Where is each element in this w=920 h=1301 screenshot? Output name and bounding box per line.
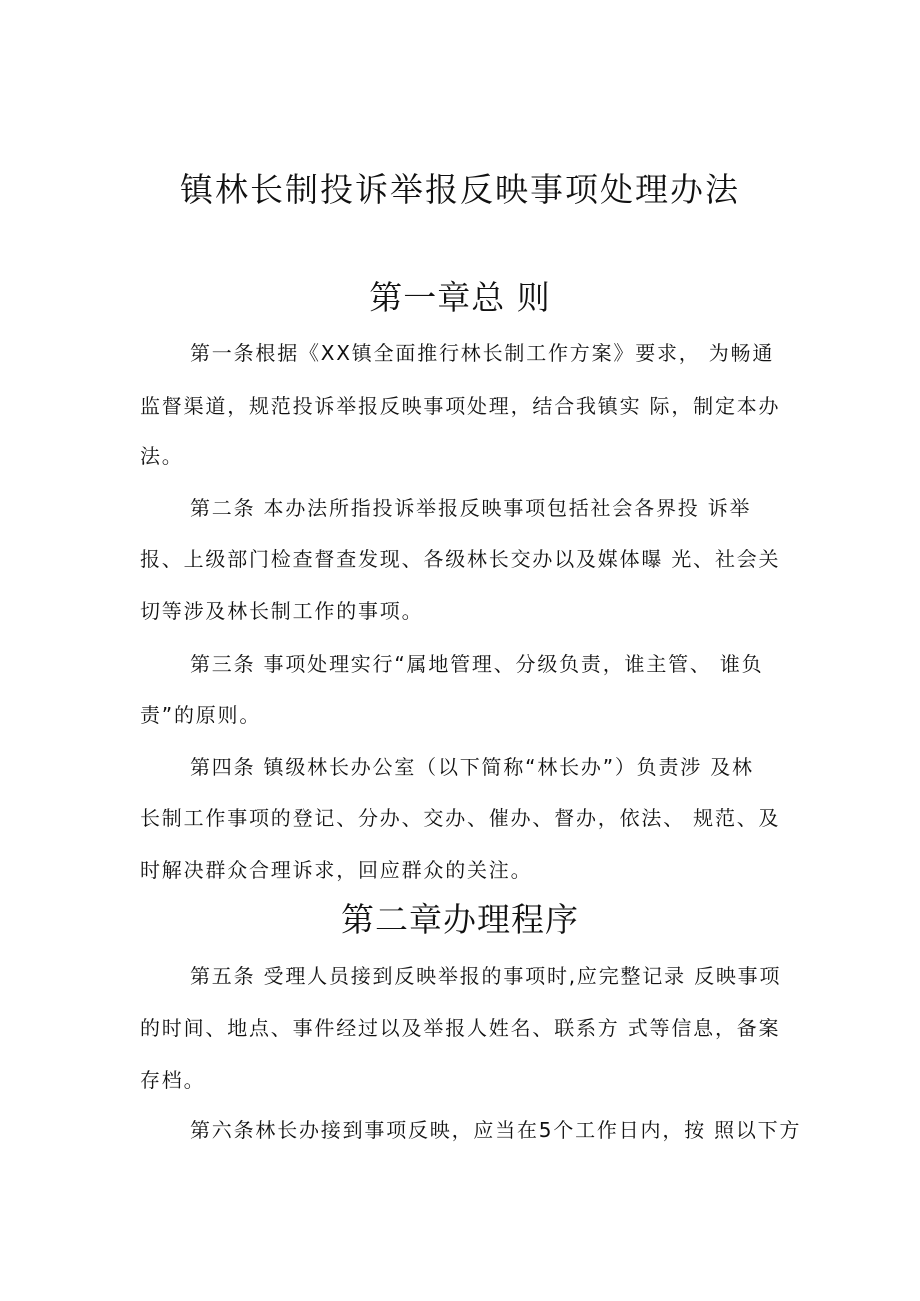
paragraph-line: 报、上级部门检查督查发现、各级林长交办以及媒体曝 光、社会关 (140, 547, 781, 571)
paragraph-line: 第六条林长办接到事项反映，应当在5个工作日内，按 照以下方 (190, 1118, 802, 1142)
paragraph-line: 法。 (140, 444, 184, 468)
paragraph-line: 第三条 事项处理实行“属地管理、分级负责，谁主管、 谁负 (190, 652, 764, 676)
paragraph-line: 监督渠道，规范投诉举报反映事项处理，结合我镇实 际，制定本办 (140, 394, 781, 418)
paragraph-line: 长制工作事项的登记、分办、交办、催办、督办，依法、 规范、及 (140, 806, 781, 830)
chapter-1-heading: 第一章总 则 (369, 278, 551, 317)
paragraph-line: 的时间、地点、事件经过以及举报人姓名、联系方 式等信息，备案 (140, 1016, 781, 1040)
paragraph-line: 第二条 本办法所指投诉举报反映事项包括社会各界投 诉举 (190, 496, 752, 520)
chapter-2-heading: 第二章办理程序 (341, 900, 579, 939)
paragraph-line: 存档。 (140, 1068, 206, 1092)
paragraph-line: 第四条 镇级林长办公室（以下简称“林长办”）负责涉 及林 (190, 755, 754, 779)
document-title: 镇林长制投诉举报反映事项处理办法 (180, 170, 740, 209)
paragraph-line: 责”的原则。 (140, 703, 262, 727)
paragraph-line: 第一条根据《XX镇全面推行林长制工作方案》要求， 为畅通 (190, 341, 775, 365)
paragraph-line: 第五条 受理人员接到反映举报的事项时,应完整记录 反映事项 (190, 964, 782, 988)
paragraph-line: 时解决群众合理诉求，回应群众的关注。 (140, 858, 533, 882)
paragraph-line: 切等涉及林长制工作的事项。 (140, 599, 424, 623)
